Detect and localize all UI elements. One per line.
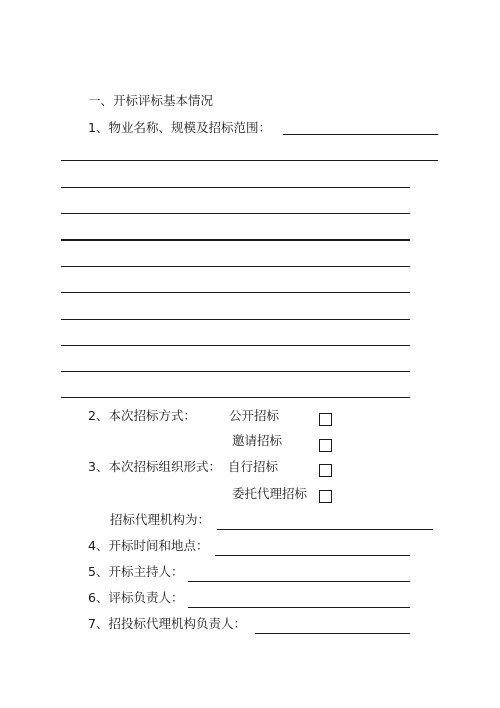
blank-line[interactable] — [61, 397, 410, 398]
blank-line[interactable] — [61, 292, 410, 293]
section-heading: 一、开标评标基本情况 — [88, 93, 214, 108]
agency-input-line[interactable] — [217, 529, 433, 530]
option-public-tender-label: 公开招标 — [229, 408, 280, 423]
blank-line[interactable] — [61, 239, 410, 241]
item4-label: 4、开标时间和地点： — [88, 538, 209, 553]
option-self-tender-label: 自行招标 — [228, 459, 279, 474]
blank-line[interactable] — [61, 371, 410, 372]
blank-line[interactable] — [61, 160, 438, 161]
item1-label: 1、物业名称、规模及招标范围： — [88, 120, 271, 135]
option-agency-tender-checkbox[interactable] — [319, 490, 332, 503]
item3-label: 3、本次招标组织形式： — [88, 459, 221, 474]
option-self-tender-checkbox[interactable] — [319, 464, 332, 477]
item2-label: 2、本次招标方式： — [88, 408, 196, 423]
item1-input-line[interactable] — [283, 134, 438, 135]
option-public-tender-checkbox[interactable] — [319, 413, 332, 426]
blank-line[interactable] — [61, 319, 410, 320]
item7-input-line[interactable] — [255, 633, 410, 634]
blank-line[interactable] — [61, 187, 410, 188]
option-invited-tender-checkbox[interactable] — [319, 439, 332, 452]
blank-line[interactable] — [61, 213, 410, 214]
item7-label: 7、招投标代理机构负责人： — [88, 616, 246, 631]
item6-label: 6、评标负责人： — [88, 590, 184, 605]
item4-input-line[interactable] — [215, 555, 410, 556]
blank-line[interactable] — [61, 266, 410, 267]
item5-input-line[interactable] — [188, 581, 410, 582]
blank-line[interactable] — [61, 345, 410, 346]
item5-label: 5、开标主持人： — [88, 564, 184, 579]
agency-label: 招标代理机构为： — [110, 512, 211, 527]
item6-input-line[interactable] — [188, 607, 410, 608]
option-invited-tender-label: 邀请招标 — [232, 433, 283, 448]
option-agency-tender-label: 委托代理招标 — [232, 486, 308, 501]
